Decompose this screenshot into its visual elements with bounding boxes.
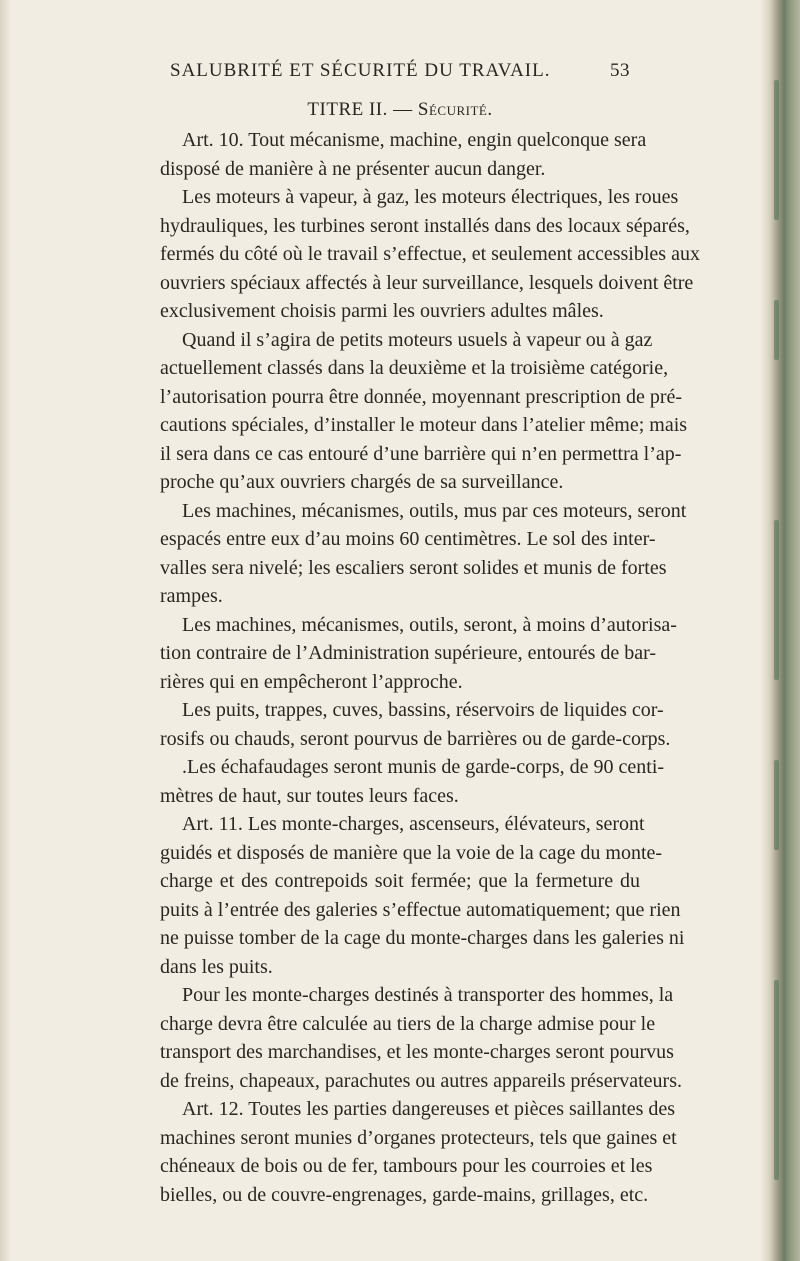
text-line: transport des marchandises, et les monte-charges seront pourvus xyxy=(160,1041,674,1063)
text-line: fermés du côté où le travail s’effectue, et seulement accessibles aux xyxy=(160,243,700,265)
text-line: machines seront munies d’organes protecteurs, tels que gaines et xyxy=(160,1126,677,1149)
text-line: Les puits, trappes, cuves, bassins, réservoirs de liquides cor- xyxy=(182,699,664,721)
text-line: espacés entre eux d’au moins 60 centimètres. Le sol des inter- xyxy=(160,528,656,550)
text-line: de freins, chapeaux, parachutes ou autres appareils préservateurs. xyxy=(160,1069,682,1092)
text-line: Art. 11. Les monte-charges, ascenseurs, élévateurs, seront xyxy=(182,813,645,835)
text-line: Art. 10. Tout mécanisme, machine, engin quelconque sera xyxy=(182,129,647,151)
text-line: rières qui en empêcheront l’approche. xyxy=(160,670,463,693)
section-heading xyxy=(0,99,800,121)
text-line: disposé de manière à ne présenter aucun danger. xyxy=(160,157,546,180)
text-line: hydrauliques, les turbines seront installés dans des locaux séparés, xyxy=(160,214,690,237)
section-heading-prefix: TITRE II. — xyxy=(307,99,413,120)
text-line: dans les puits. xyxy=(160,955,273,978)
text-line: guidés et disposés de manière que la voie de la cage du monte- xyxy=(160,841,663,864)
text-line: actuellement classés dans la deuxième et la troisième catégorie, xyxy=(160,357,669,379)
text-line: puits à l’entrée des galeries s’effectue automatiquement; que rien xyxy=(160,898,681,921)
text-line: charge et des contrepoids soit fermée; que la fermeture du xyxy=(160,870,640,892)
text-line: .Les échafaudages seront munis de garde-corps, de 90 centi- xyxy=(182,756,665,778)
text-line: Les moteurs à vapeur, à gaz, les moteurs électriques, les roues xyxy=(182,186,679,208)
page-left-margin xyxy=(0,0,10,1261)
text-line: l’autorisation pourra être donnée, moyennant prescription de pré- xyxy=(160,385,683,408)
text-line: mètres de haut, sur toutes leurs faces. xyxy=(160,784,459,807)
text-line: Les machines, mécanismes, outils, mus par ces moteurs, seront xyxy=(182,499,687,522)
running-head-title: SALUBRITÉ ET SÉCURITÉ DU TRAVAIL. xyxy=(170,60,551,81)
text-line: exclusivement choisis parmi les ouvriers adultes mâles. xyxy=(160,300,604,322)
running-head xyxy=(170,60,630,82)
text-line: Art. 12. Toutes les parties dangereuses et pièces saillantes des xyxy=(182,1098,676,1120)
text-line: bielles, ou de couvre-engrenages, garde-mains, grillages, etc. xyxy=(160,1183,649,1206)
text-line: valles sera nivelé; les escaliers seront solides et munis de fortes xyxy=(160,556,667,579)
section-heading-name: Sécurité. xyxy=(417,99,493,120)
text-line: il sera dans ce cas entouré d’une barrière qui n’en permettra l’ap- xyxy=(160,442,682,465)
text-line: rosifs ou chauds, seront pourvus de barrières ou de garde-corps. xyxy=(160,727,671,750)
page-binding-edge xyxy=(760,0,800,1261)
text-line: rampes. xyxy=(160,585,223,607)
text-line: Quand il s’agira de petits moteurs usuels à vapeur ou à gaz xyxy=(182,328,653,351)
text-line: proche qu’aux ouvriers chargés de sa surveillance. xyxy=(160,471,564,493)
text-line: charge devra être calculée au tiers de la charge admise pour le xyxy=(160,1012,656,1035)
text-line: Pour les monte-charges destinés à transporter des hommes, la xyxy=(182,984,674,1006)
text-line: cautions spéciales, d’installer le moteur dans l’atelier même; mais xyxy=(160,414,688,436)
text-line: ne puisse tomber de la cage du monte-charges dans les galeries ni xyxy=(160,927,685,949)
text-line: Les machines, mécanismes, outils, seront, à moins d’autorisa- xyxy=(182,613,677,636)
text-line: chéneaux de bois ou de fer, tambours pour les courroies et les xyxy=(160,1155,653,1177)
text-line: tion contraire de l’Administration supérieure, entourés de bar- xyxy=(160,642,657,664)
page-number: 53 xyxy=(610,60,630,81)
text-line: ouvriers spéciaux affectés à leur surveillance, lesquels doivent être xyxy=(160,271,694,294)
body-text xyxy=(160,126,700,1209)
